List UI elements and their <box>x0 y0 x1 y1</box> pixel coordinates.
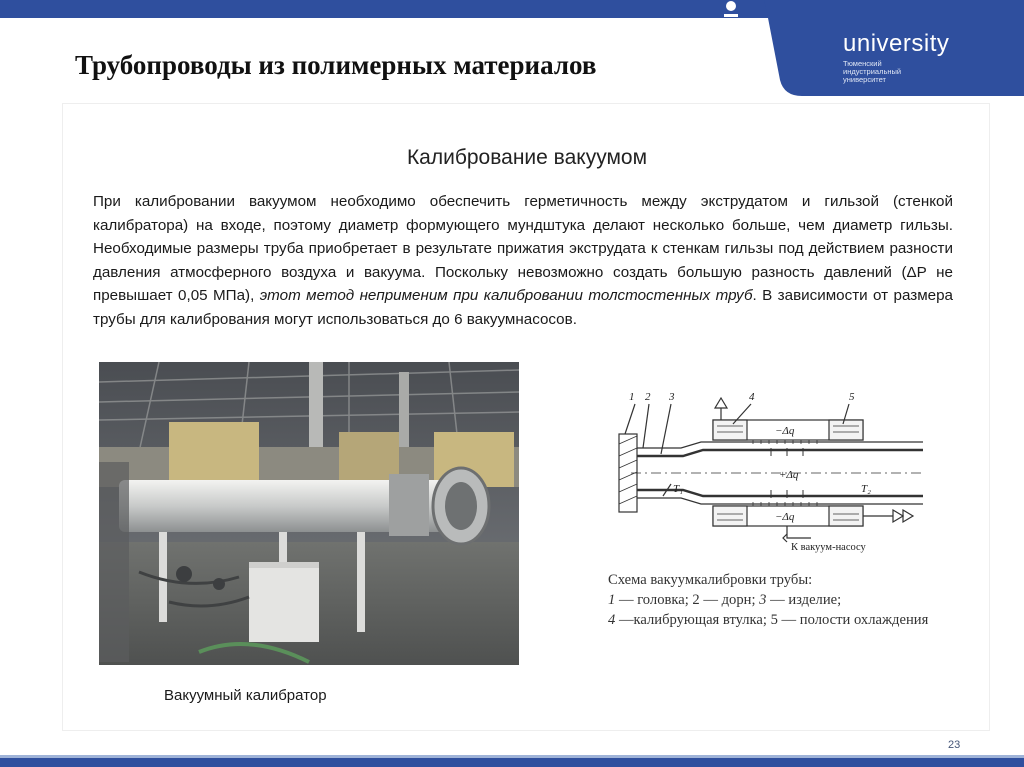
schema-label-minus-dq-top: −Δq <box>775 425 795 437</box>
factory-photo-illustration <box>99 362 519 665</box>
caption-text-4: —калибрующая втулка; 5 — полости охлаждения <box>615 612 929 628</box>
logo-subtitle: Тюменский индустриальный университет <box>843 59 902 84</box>
paragraph-part-2: . В зависимости от размера трубы для калибрования могут использоваться до 6 вакуумнасосов. <box>93 287 953 328</box>
caption-num-3: 3 <box>759 592 767 608</box>
schema-label-4: 4 <box>749 391 755 403</box>
page-number: 23 <box>948 739 961 751</box>
schema-label-3: 3 <box>669 391 675 403</box>
university-logo <box>724 0 1024 96</box>
logo-emblem-icon <box>724 0 738 62</box>
schema-label-5: 5 <box>849 391 855 403</box>
document-heading: Калибрование вакуумом <box>406 146 648 169</box>
schema-caption <box>608 570 938 630</box>
schema-caption-title: Схема вакуумкалибровки трубы: <box>608 572 813 588</box>
schema-caption-legend <box>608 590 938 610</box>
content-panel <box>62 103 990 731</box>
schema-label-t1: T₁ <box>673 483 683 495</box>
caption-text-1: — головка; 2 — дорн; <box>615 592 760 608</box>
schema-label-minus-dq-bottom: −Δq <box>775 511 795 523</box>
schema-label-to-pump: К вакуум-насосу <box>791 542 866 553</box>
logo-wordmark: university <box>843 30 950 57</box>
paragraph-part-1: При калибровании вакуумом необходимо обеспечить герметичность между экструдатом и гильзой (стенкой калибратора) на входе, поэтому диаметр формующего мундштука делают несколько больше, чем диаметр гильзы. Необходимые размеры труба приобретает в результате прижатия экструдата к стенкам гильзы под действием разности давления атмосферного воздуха и вакуума. Поскольку невозможно создать большую разность давлений (ΔP не превышает 0,05 МПа), <box>93 193 953 305</box>
schema-label-plus-dq: +Δq <box>779 469 799 481</box>
vacuum-calibration-diagram <box>611 386 931 556</box>
photo-caption: Вакуумный калибратор <box>164 687 327 704</box>
schema-label-t2: T₂ <box>861 483 871 495</box>
bottom-bar <box>0 755 1024 767</box>
slide-title: Трубопроводы из полимерных материалов <box>75 50 597 80</box>
schema-caption-legend-2 <box>608 610 938 630</box>
paragraph-italic: этот метод неприменим при калибровании толстостенных труб <box>259 287 753 305</box>
caption-text-3: — изделие; <box>766 592 842 608</box>
schema-label-1: 1 <box>629 391 635 403</box>
schema-label-2: 2 <box>645 391 651 403</box>
caption-num-4: 4 <box>608 612 616 628</box>
document-paragraph <box>93 190 953 332</box>
caption-num-1: 1 <box>608 592 616 608</box>
vacuum-calibrator-photo <box>99 362 519 665</box>
